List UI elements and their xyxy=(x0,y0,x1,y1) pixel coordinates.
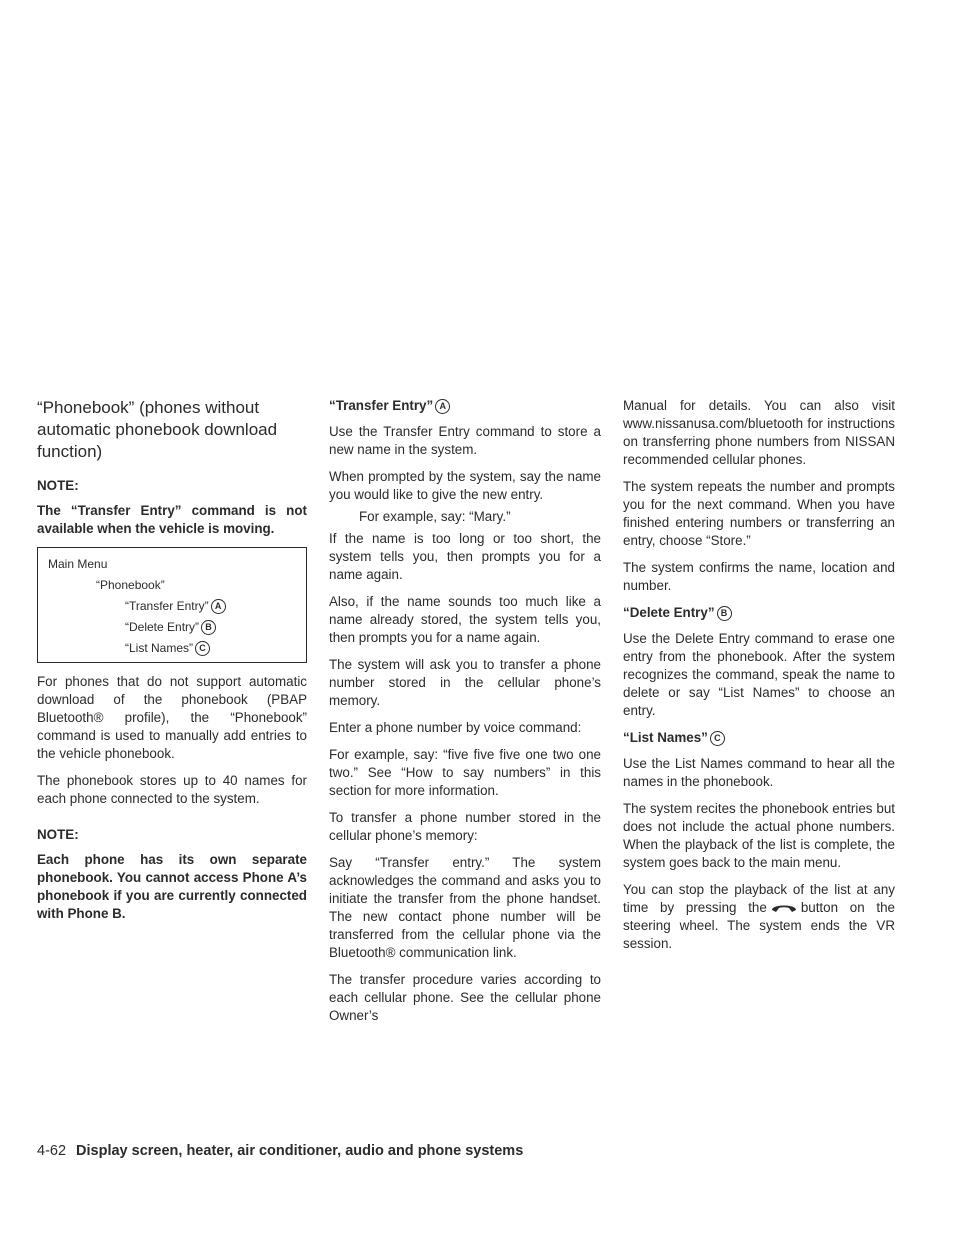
column-3 xyxy=(623,397,895,962)
body-paragraph: The system repeats the number and prompts you for the next command. When you have finished entering numbers or transferring an entry, choose “Store.” xyxy=(623,479,895,548)
subheading-delete-entry xyxy=(623,604,895,622)
menu-transfer-label: “Transfer Entry” xyxy=(125,599,209,613)
note-label: NOTE: xyxy=(37,478,79,493)
chapter-title: Display screen, heater, air conditioner, audio and phone systems xyxy=(76,1143,524,1159)
menu-delete-entry xyxy=(48,617,296,638)
column-1 xyxy=(37,397,307,932)
subheading-label: “Delete Entry” xyxy=(623,605,715,620)
menu-delete-label: “Delete Entry” xyxy=(125,620,200,634)
callout-b-icon: B xyxy=(717,606,732,621)
phone-hang-up-icon xyxy=(767,901,801,913)
section-heading: “Phonebook” (phones without automatic phonebook download function) xyxy=(37,398,278,461)
body-paragraph: Use the Delete Entry command to erase one entry from the phonebook. After the system recognizes the command, speak the name to delete or say “List Names” to choose an entry. xyxy=(623,631,895,718)
body-paragraph: The system recites the phonebook entries but does not include the actual phone numbers. When the playback of the list is complete, the system goes back to the main menu. xyxy=(623,801,895,870)
subheading-list-names xyxy=(623,729,895,747)
body-paragraph: Manual for details. You can also visit www.nissanusa.com/bluetooth for instructions on transferring phone numbers from NISSAN recommended cellular phones. xyxy=(623,398,895,467)
note-text: The “Transfer Entry” command is not available when the vehicle is moving. xyxy=(37,503,307,536)
menu-list-label: “List Names” xyxy=(125,641,194,655)
note-text: Each phone has its own separate phonebook. You cannot access Phone A’s phonebook if you are currently connected with Phone B. xyxy=(37,852,307,921)
subheading-label: “Transfer Entry” xyxy=(329,398,434,413)
stop-text-before: You can stop the playback of the list at any time by pressing the xyxy=(623,882,895,915)
note-label: NOTE: xyxy=(37,827,79,842)
page-number: 4-62 xyxy=(37,1143,67,1159)
body-paragraph: Use the Transfer Entry command to store a new name in the system. xyxy=(329,424,601,457)
body-paragraph: Use the List Names command to hear all the names in the phonebook. xyxy=(623,756,895,789)
callout-c-icon: C xyxy=(710,731,725,746)
body-paragraph: The system will ask you to transfer a phone number stored in the cellular phone’s memory. xyxy=(329,657,601,708)
command-menu-box xyxy=(37,547,307,663)
body-paragraph: When prompted by the system, say the name you would like to give the new entry. xyxy=(329,469,601,502)
body-paragraph: For phones that do not support automatic download of the phonebook (PBAP Bluetooth® profile), the “Phonebook” command is used to manually add entries to the vehicle phonebook. xyxy=(37,674,307,761)
page-footer xyxy=(37,1142,917,1160)
callout-c-icon: C xyxy=(195,641,210,656)
callout-a-icon: A xyxy=(435,399,450,414)
subheading-transfer-entry xyxy=(329,397,601,415)
body-paragraph xyxy=(623,881,895,953)
menu-phonebook: “Phonebook” xyxy=(96,578,165,592)
subheading-label: “List Names” xyxy=(623,730,708,745)
stop-text-after: button on the steering wheel. The system ends the VR session. xyxy=(623,900,895,951)
body-paragraph: The phonebook stores up to 40 names for each phone connected to the system. xyxy=(37,773,307,806)
body-paragraph: Enter a phone number by voice command: xyxy=(329,720,582,735)
callout-b-icon: B xyxy=(201,620,216,635)
body-paragraph: Say “Transfer entry.” The system acknowledges the command and asks you to initiate the transfer from the phone handset. The new contact phone number will be transferred from the cellular phone via the Bluetooth® communication link. xyxy=(329,855,601,960)
body-paragraph: The transfer procedure varies according to each cellular phone. See the cellular phone Owner’s xyxy=(329,972,601,1023)
body-paragraph: For example, say: “five five five one two one two.” See “How to say numbers” in this section for more information. xyxy=(329,747,601,798)
body-paragraph: The system confirms the name, location and number. xyxy=(623,560,895,593)
callout-a-icon: A xyxy=(211,599,226,614)
menu-main: Main Menu xyxy=(48,557,108,571)
body-paragraph: To transfer a phone number stored in the cellular phone’s memory: xyxy=(329,810,601,843)
column-2 xyxy=(329,397,601,1034)
example-line: For example, say: “Mary.” xyxy=(359,509,511,524)
body-paragraph: Also, if the name sounds too much like a name already stored, the system tells you, then prompts you for a name again. xyxy=(329,594,601,645)
menu-list-names xyxy=(48,638,296,659)
menu-transfer-entry xyxy=(48,596,296,617)
body-paragraph: If the name is too long or too short, the system tells you, then prompts you for a name again. xyxy=(329,531,601,582)
